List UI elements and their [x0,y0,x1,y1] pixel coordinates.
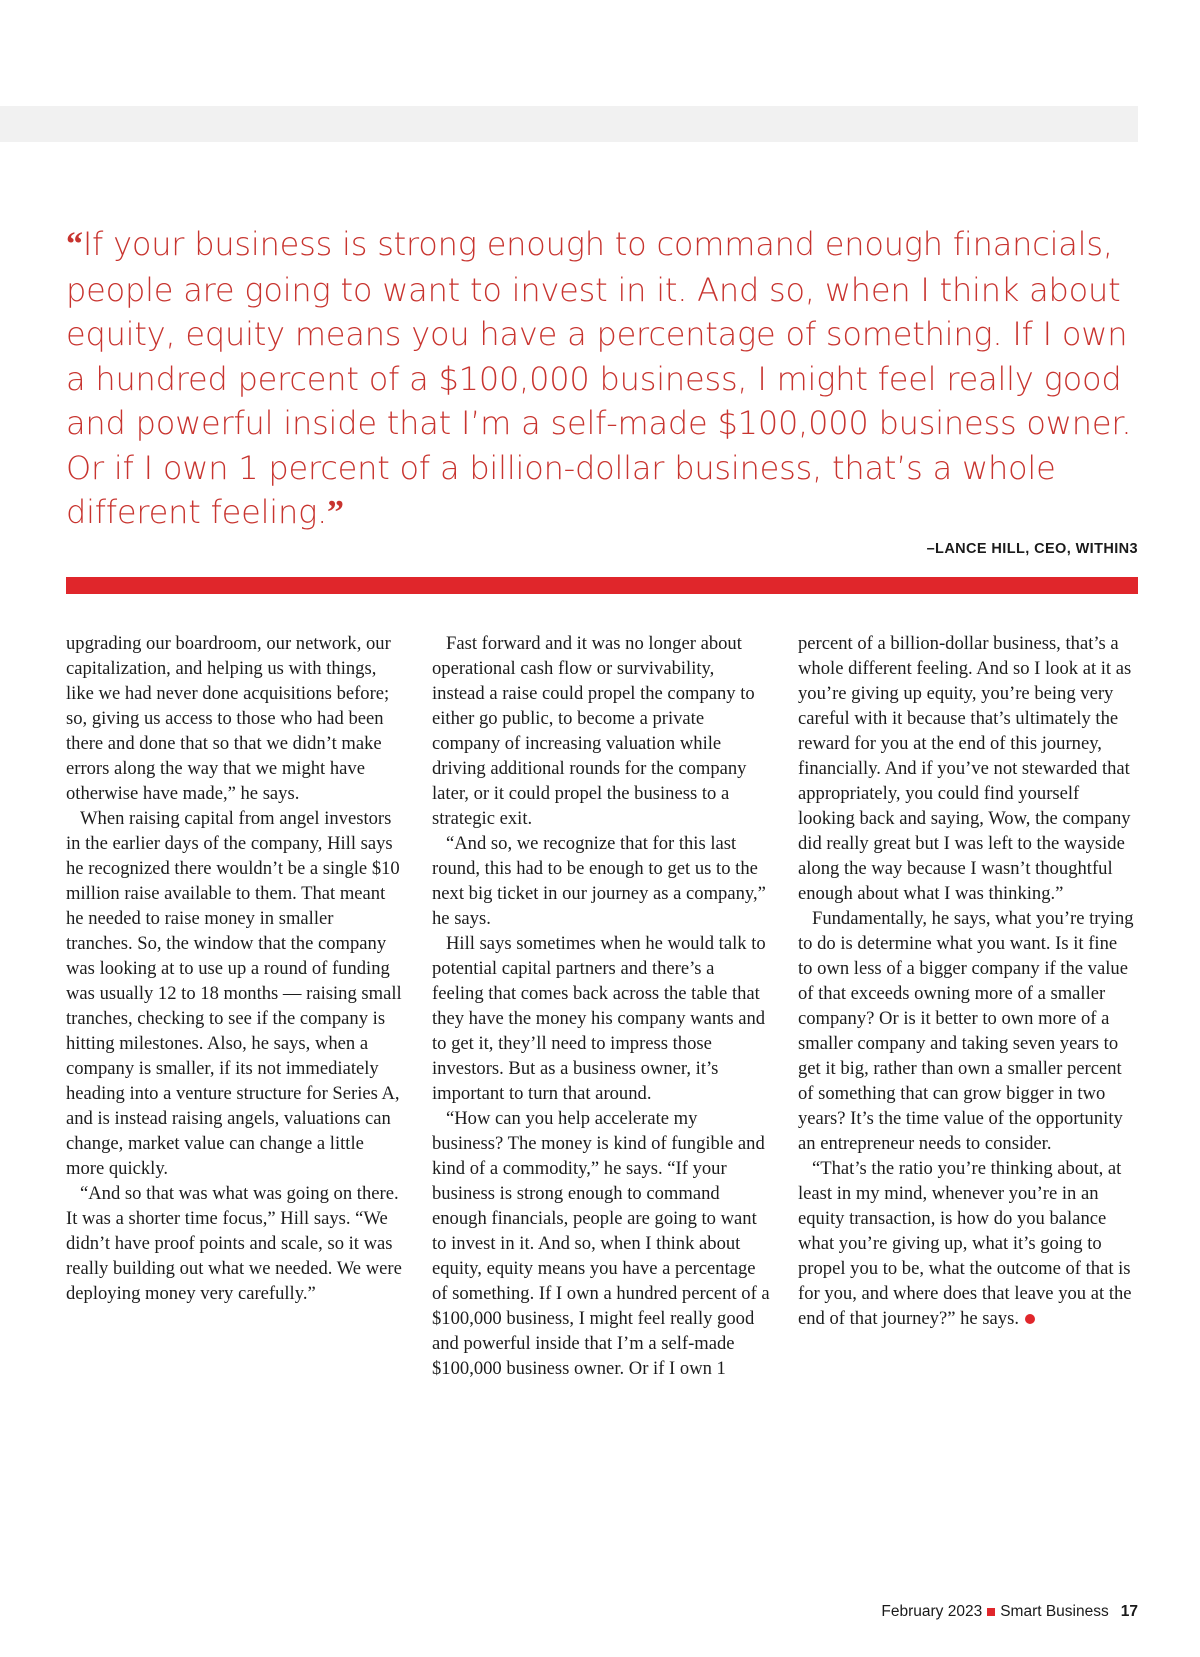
article-column-2 [432,631,770,1381]
article-column-3 [798,631,1136,1331]
paragraph [798,1156,1136,1331]
quote-attribution: –LANCE HILL, CEO, WITHIN3 [926,541,1138,557]
paragraph: “And so that was what was going on there. It was a shorter time focus,” Hill says. “We didn’t have proof points and scale, so it was really building out what we needed. We were deploying money very carefully.” [66,1183,402,1304]
footer-publication: Smart Business [1000,1603,1109,1620]
page-number: 17 [1120,1603,1138,1620]
paragraph: When raising capital from angel investors in the earlier days of the company, Hill says he recognized there wouldn’t be a single $10 million raise available to them. That meant he needed to raise money in smaller tranches. So, the window that the company was looking at to use up a round of funding was usually 12 to 18 months — raising small tranches, checking to see if the company is hitting milestones. Also, he says, when a company is smaller, if its not immediately heading into a venture structure for Series A, and is instead raising angels, valuations can change, market value can change a little more quickly. [66,808,402,1179]
pull-quote [66,222,1146,536]
open-quote-mark: “ [66,226,83,263]
paragraph: percent of a billion-dollar business, that’s a whole different feeling. And so I look at it as you’re giving up equity, you’re being very careful with it because that’s ultimately the reward for you at the end of this journey, financially. And if you’ve not stewarded that appropriately, you could find yourself looking back and saying, Wow, the company did really great but I was left to the wayside along the way because I wasn’t thoughtful enough about what I was thinking.” [798,633,1132,904]
paragraph-text: “That’s the ratio you’re thinking about, at least in my mind, whenever you’re in an equity transaction, is how do you balance what you’re giving up, what it’s going to propel you to be, what the outcome of that is for you, and where does that leave you at the end of that journey?” he says. [798,1158,1132,1329]
header-gray-band [0,106,1138,142]
pull-quote-text: If your business is strong enough to command enough financials, people are going to want to invest in it. And so, when I think about equity, equity means you have a percentage of something. If I own a hundred percent of a $100,000 business, I might feel really good and powerful inside that I’m a self-made $100,000 business owner. Or if I own 1 percent of a billion-dollar business, that’s a whole different feeling. [66,225,1132,531]
red-divider-bar [66,577,1138,594]
paragraph: Fundamentally, he says, what you’re trying to do is determine what you want. Is it fine to own less of a bigger company if the value of that exceeds owning more of a smaller company? Or is it better to own more of a smaller company and taking seven years to get it big, rather than own a smaller percent of something that can grow bigger in two years? It’s the time value of the opportunity an entrepreneur needs to consider. [798,908,1134,1154]
paragraph: upgrading our boardroom, our network, our capitalization, and helping us with things, like we had never done acquisitions before; so, giving us access to those who had been there and done that so that we didn’t make errors along the way that we might have otherwise have made,” he says. [66,633,391,804]
paragraph: “And so, we recognize that for this last round, this had to be enough to get us to the next big ticket in our journey as a company,” he says. [432,833,766,929]
end-mark-icon [1025,1314,1035,1324]
close-quote-mark: ” [327,494,344,531]
paragraph: Hill says sometimes when he would talk to potential capital partners and there’s a feeling that comes back across the table that they have the money his company wants and to get it, they’ll need to impress those investors. But as a business owner, it’s important to turn that around. [432,933,766,1104]
footer-date: February 2023 [881,1603,983,1620]
red-square-icon [987,1608,995,1616]
paragraph: Fast forward and it was no longer about operational cash flow or survivability, instead a raise could propel the company to either go public, to become a private company of increasing valuation while driving additional rounds for the company later, or it could propel the business to a strategic exit. [432,633,755,829]
page-footer [881,1603,1138,1621]
article-column-1 [66,631,404,1306]
paragraph: “How can you help accelerate my business? The money is kind of fungible and kind of a commodity,” he says. “If your business is strong enough to command enough financials, people are going to want to invest in it. And so, when I think about equity, equity means you have a percentage of something. If I own a hundred percent of a $100,000 business, I might feel really good and powerful inside that I’m a self-made $100,000 business owner. Or if I own 1 [432,1108,770,1379]
